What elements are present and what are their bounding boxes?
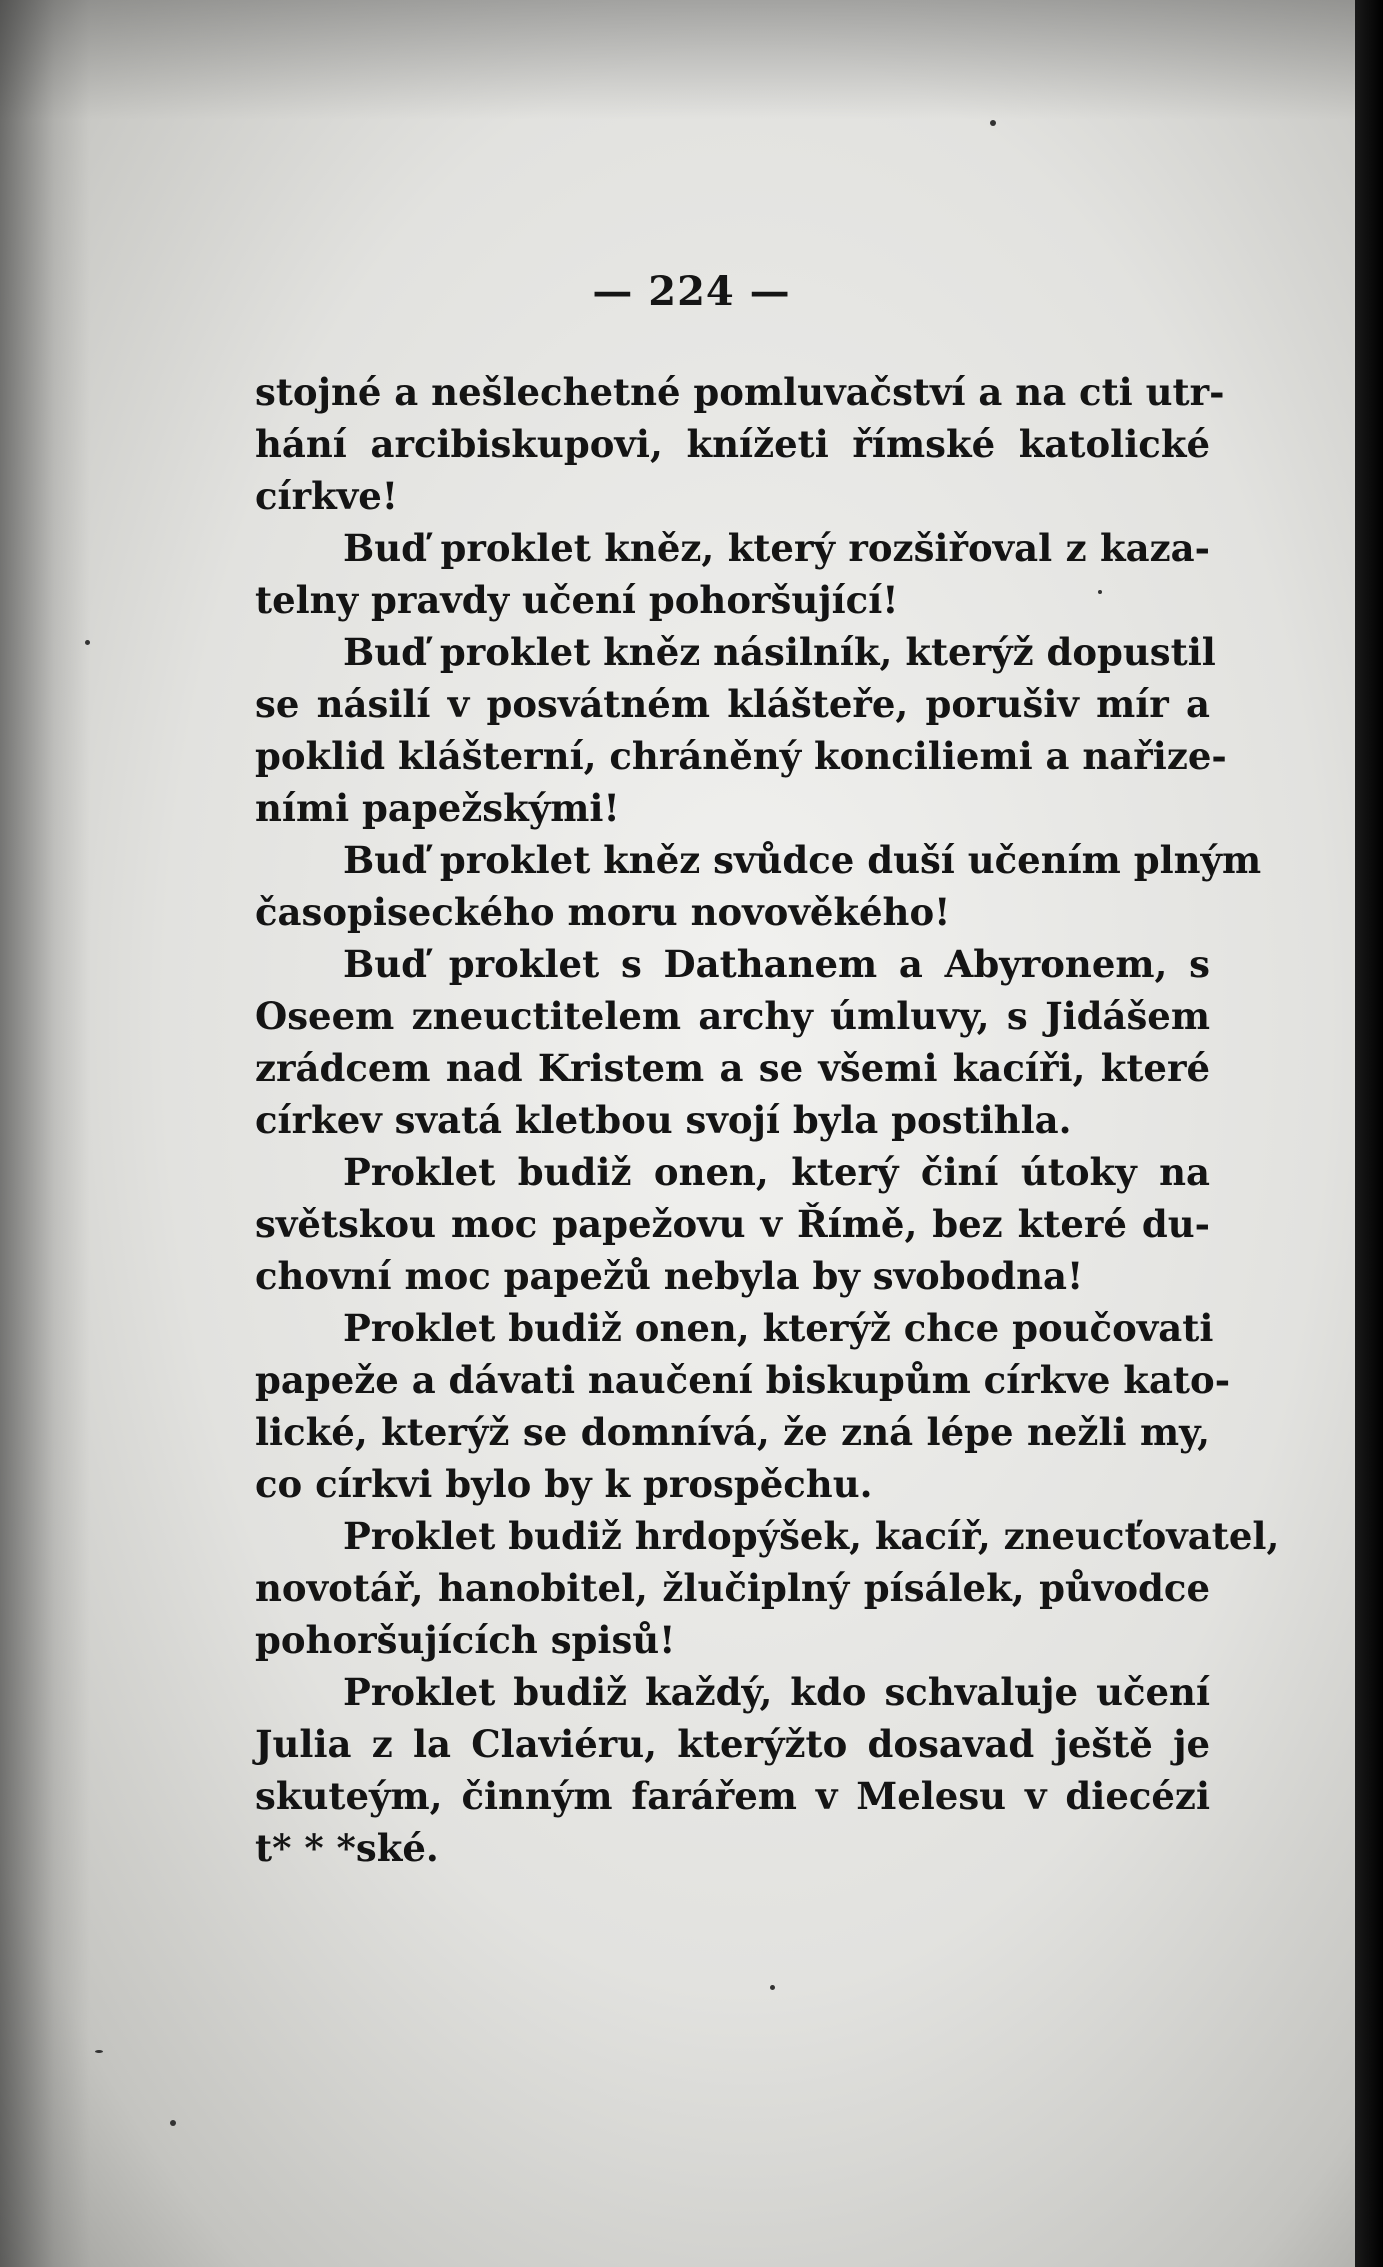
text-line: Oseem zneuctitelem archy úmluvy, s Jidášem bbox=[255, 994, 1210, 1038]
paper-speck bbox=[95, 2050, 103, 2053]
text-line: Buď proklet kněz svůdce duší učením plným bbox=[343, 838, 1262, 882]
text-line: chovní moc papežů nebyla by svobodna! bbox=[255, 1254, 1084, 1298]
text-line: se násilí v posvátném klášteře, porušiv mír a bbox=[255, 682, 1210, 726]
paper-speck bbox=[85, 640, 90, 645]
text-line: t* * *ské. bbox=[255, 1826, 439, 1870]
text-line: Buď proklet kněz násilník, kterýž dopustil bbox=[343, 630, 1216, 674]
text-line: světskou moc papežovu v Římě, bez které du- bbox=[255, 1202, 1210, 1246]
text-line: církve! bbox=[255, 474, 398, 518]
text-line: co církvi bylo by k prospěchu. bbox=[255, 1462, 873, 1506]
text-line: poklid klášterní, chráněný konciliemi a nařize- bbox=[255, 734, 1227, 778]
text-line: Proklet budiž onen, kterýž chce poučovati bbox=[343, 1306, 1214, 1350]
paper-speck bbox=[1098, 590, 1102, 594]
text-line: hání arcibiskupovi, knížeti římské katolické bbox=[255, 422, 1210, 466]
text-line: stojné a nešlechetné pomluvačství a na cti utr- bbox=[255, 370, 1225, 414]
text-line: Proklet budiž onen, který činí útoky na bbox=[343, 1150, 1210, 1194]
text-line: časopiseckého moru novověkého! bbox=[255, 890, 951, 934]
text-line: pohoršujících spisů! bbox=[255, 1618, 676, 1662]
text-line: Proklet budiž každý, kdo schvaluje učení bbox=[343, 1670, 1210, 1714]
paper-speck bbox=[770, 1985, 775, 1990]
body-text bbox=[255, 366, 1280, 1874]
text-line: Buď proklet kněz, který rozšiřoval z kaza- bbox=[343, 526, 1210, 570]
text-line: lické, kterýž se domnívá, že zná lépe nežli my, bbox=[255, 1410, 1210, 1454]
text-line: novotář, hanobitel, žlučiplný písálek, původce bbox=[255, 1566, 1210, 1610]
text-line: Julia z la Claviéru, kterýžto dosavad ještě je bbox=[255, 1722, 1210, 1766]
paper-speck bbox=[990, 120, 996, 126]
text-line: zrádcem nad Kristem a se všemi kacíři, které bbox=[255, 1046, 1210, 1090]
text-line: papeže a dávati naučení biskupům církve kato- bbox=[255, 1358, 1231, 1402]
text-line: ními papežskými! bbox=[255, 786, 620, 830]
text-line: telny pravdy učení pohoršující! bbox=[255, 578, 899, 622]
page-edge-shadow bbox=[1355, 0, 1383, 2267]
page-number: — 224 — bbox=[592, 268, 791, 315]
text-line: Buď proklet s Dathanem a Abyronem, s bbox=[343, 942, 1210, 986]
paper-speck bbox=[170, 2120, 176, 2126]
text-line: Proklet budiž hrdopýšek, kacíř, zneucťovatel, bbox=[343, 1514, 1280, 1558]
text-line: skuteým, činným farářem v Melesu v diecézi bbox=[255, 1774, 1210, 1818]
text-line: církev svatá kletbou svojí byla postihla. bbox=[255, 1098, 1072, 1142]
